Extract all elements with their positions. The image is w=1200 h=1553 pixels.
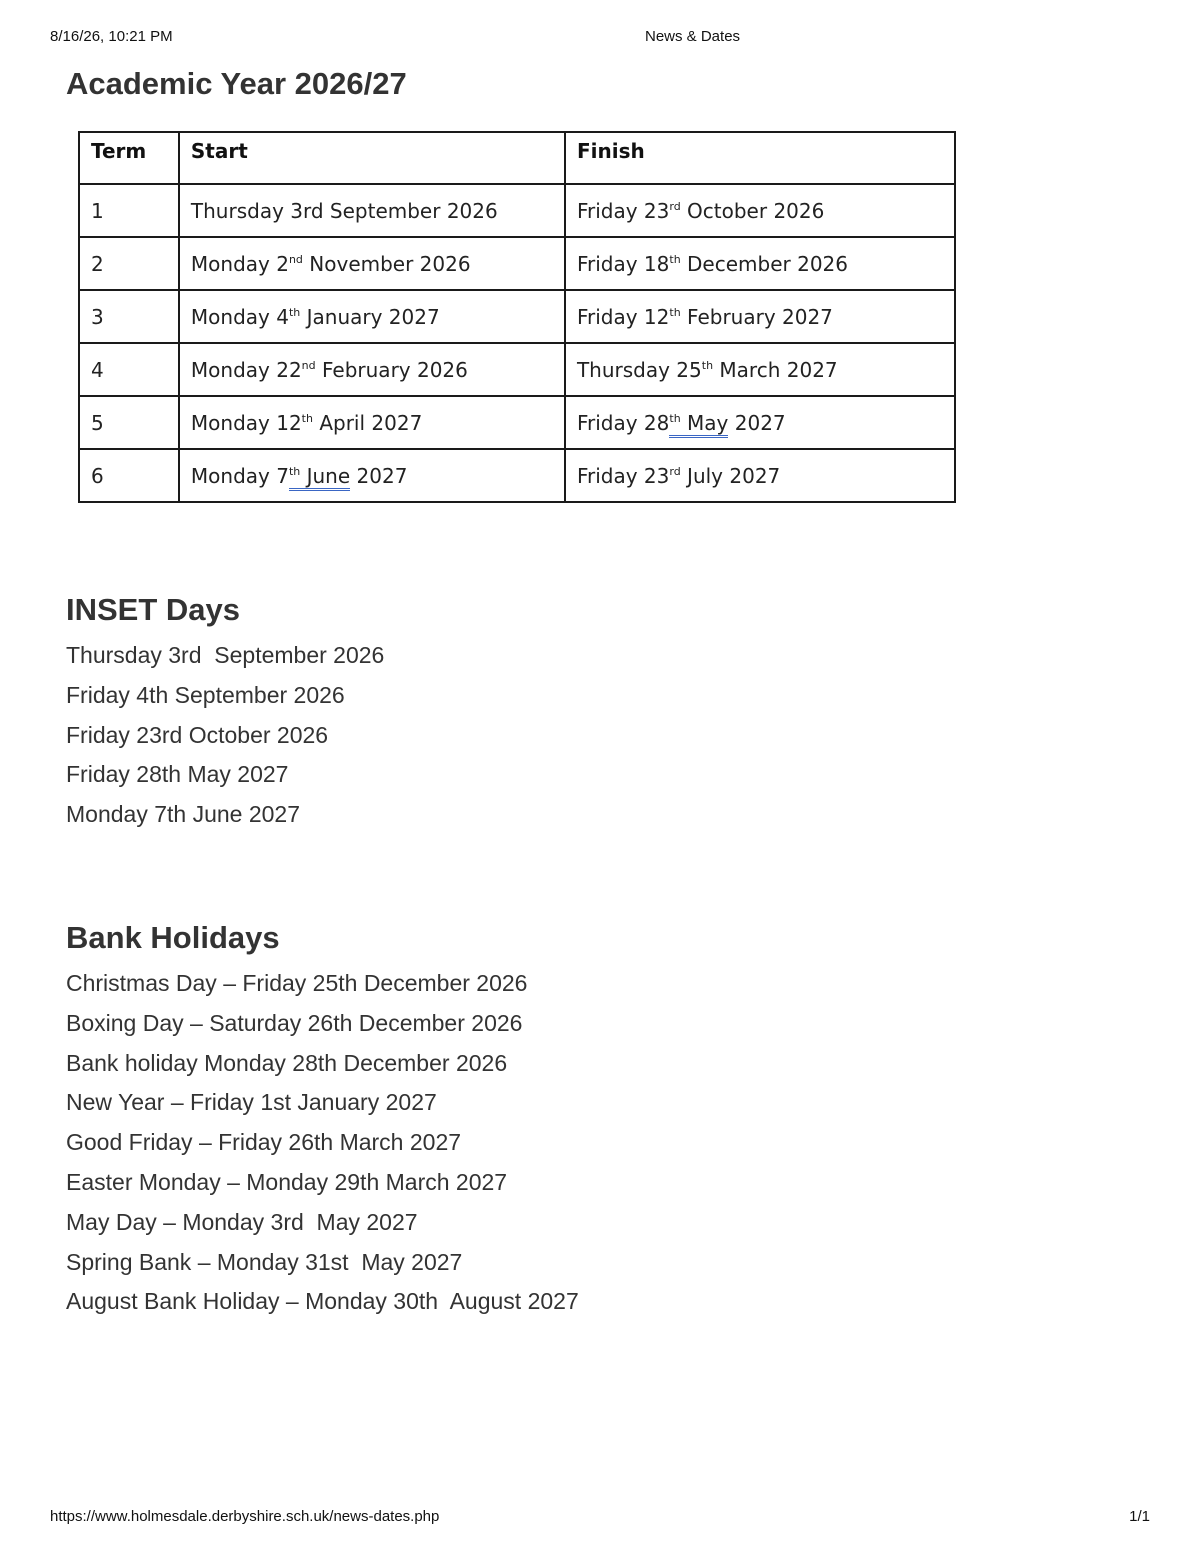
bank-holidays-section — [66, 916, 579, 1322]
table-row — [79, 237, 955, 290]
table-row — [79, 449, 955, 502]
list-item: Good Friday – Friday 26th March 2027 — [66, 1129, 462, 1156]
table-row — [79, 290, 955, 343]
list-item: Easter Monday – Monday 29th March 2027 — [66, 1168, 508, 1195]
print-footer — [0, 1508, 1200, 1528]
term-start: Monday 2nd November 2026 — [179, 237, 565, 290]
column-header-finish: Finish — [565, 132, 955, 184]
column-header-term: Term — [79, 132, 179, 184]
column-header-start: Start — [179, 132, 565, 184]
list-item: Friday 4th September 2026 — [66, 681, 345, 708]
list-item: Boxing Day – Saturday 26th December 2026 — [66, 1009, 523, 1036]
term-finish: Friday 23rd October 2026 — [565, 184, 955, 237]
term-finish: Friday 28th May 2027 — [565, 396, 955, 449]
term-start: Monday 7th June 2027 — [179, 449, 565, 502]
print-header — [0, 28, 1200, 48]
bank-holidays-heading: Bank Holidays — [66, 920, 280, 955]
term-number: 1 — [79, 184, 179, 237]
term-finish: Friday 12th February 2027 — [565, 290, 955, 343]
bank-holidays-list — [66, 964, 579, 1322]
page-number: 1/1 — [1129, 1508, 1150, 1525]
list-item: Friday 23rd October 2026 — [66, 721, 329, 748]
academic-year-heading: Academic Year 2026/27 — [66, 66, 407, 101]
table-header-row — [79, 132, 955, 184]
term-dates-table — [78, 131, 956, 503]
inset-days-heading: INSET Days — [66, 592, 241, 627]
list-item: August Bank Holiday – Monday 30th August 2027 — [66, 1288, 579, 1315]
table-row — [79, 396, 955, 449]
list-item: May Day – Monday 3rd May 2027 — [66, 1208, 418, 1235]
term-start: Monday 22nd February 2026 — [179, 343, 565, 396]
list-item: Christmas Day – Friday 25th December 2026 — [66, 970, 528, 996]
term-finish: Thursday 25th March 2027 — [565, 343, 955, 396]
term-number: 4 — [79, 343, 179, 396]
print-datetime: 8/16/26, 10:21 PM — [50, 28, 173, 45]
print-page-title: News & Dates — [645, 28, 741, 45]
term-number: 2 — [79, 237, 179, 290]
term-start: Monday 12th April 2027 — [179, 396, 565, 449]
term-number: 3 — [79, 290, 179, 343]
list-item: Spring Bank – Monday 31st May 2027 — [66, 1248, 463, 1275]
term-finish: Friday 23rd July 2027 — [565, 449, 955, 502]
academic-year-section — [66, 62, 1146, 488]
list-item: New Year – Friday 1st January 2027 — [66, 1089, 437, 1116]
list-item: Thursday 3rd September 2026 — [66, 642, 385, 668]
term-start: Monday 4th January 2027 — [179, 290, 565, 343]
term-number: 5 — [79, 396, 179, 449]
term-finish: Friday 18th December 2026 — [565, 237, 955, 290]
term-number: 6 — [79, 449, 179, 502]
list-item: Friday 28th May 2027 — [66, 761, 289, 788]
inset-days-list — [66, 636, 384, 835]
table-row — [79, 343, 955, 396]
inset-days-section — [66, 588, 384, 835]
list-item: Bank holiday Monday 28th December 2026 — [66, 1049, 508, 1076]
list-item: Monday 7th June 2027 — [66, 801, 301, 828]
table-row — [79, 184, 955, 237]
page-url: https://www.holmesdale.derbyshire.sch.uk/news-dates.php — [50, 1508, 440, 1525]
term-start: Thursday 3rd September 2026 — [179, 184, 565, 237]
